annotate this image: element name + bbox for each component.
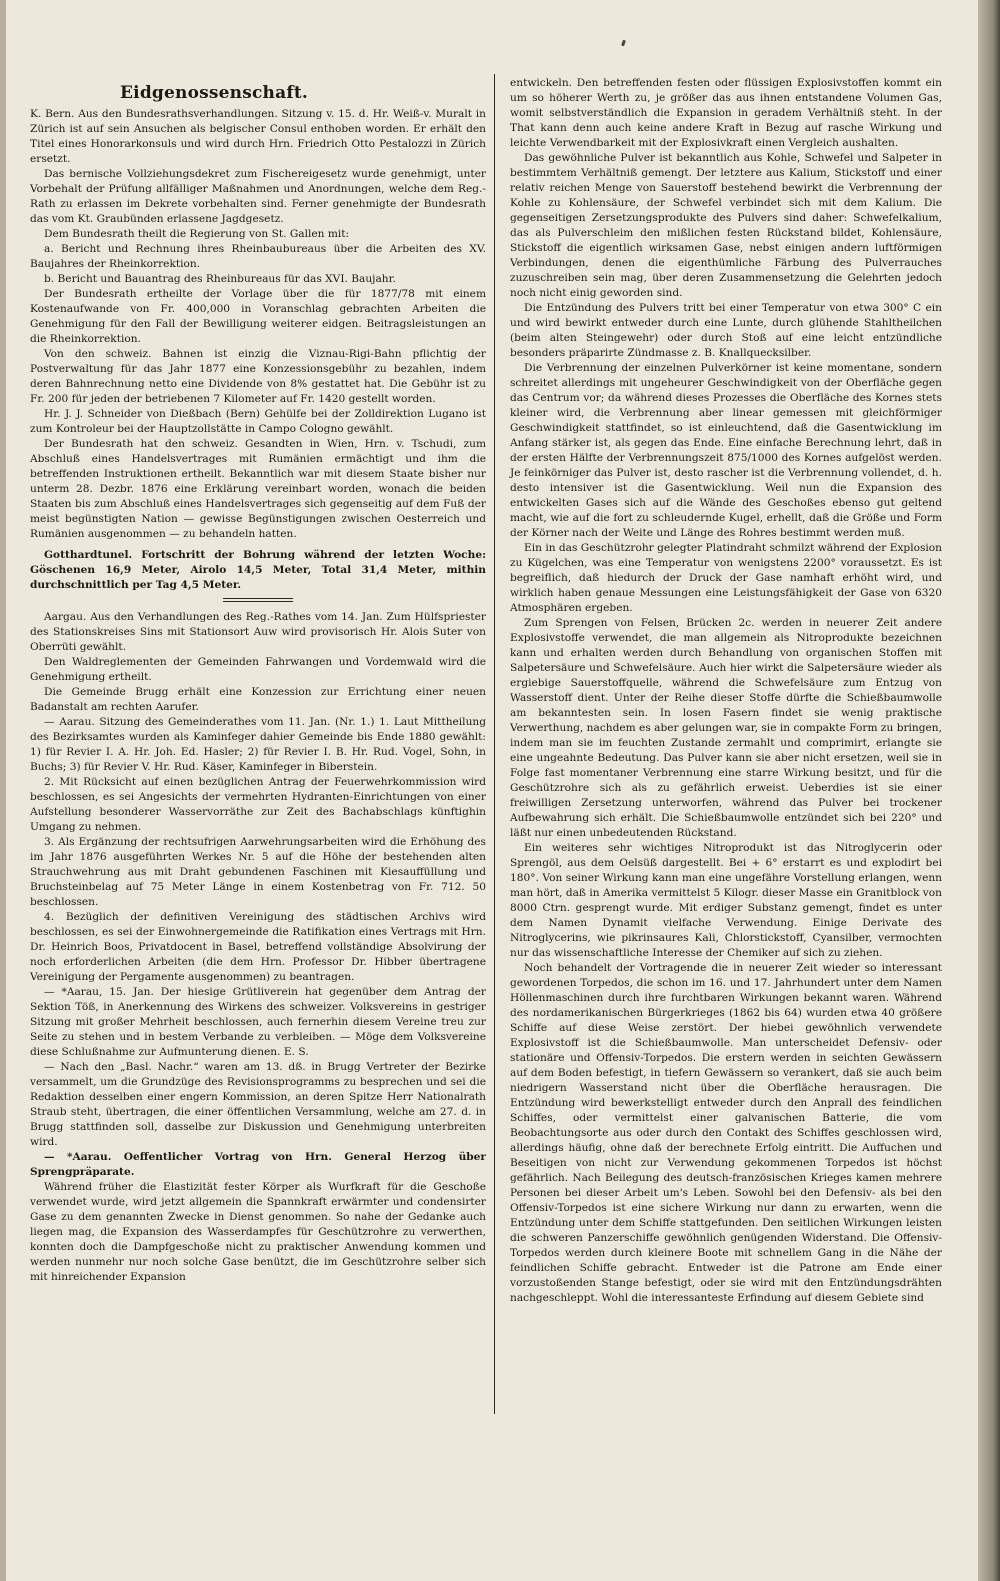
article-paragraph: Ein in das Geschützrohr gelegter Platindraht schmilzt während der Explosion zu Kügelchen, was eine Temperatur von wenigstens 2200° voraussetzt. Es ist begreiflich, daß hiedurch der Druck der Gase namhaft erhöht wird, und wirklich haben genaue Messungen eine Leistungsfähigkeit der Gase von 6320 Atmosphären ergeben. bbox=[510, 542, 942, 614]
gotthard-notice: Gotthardtunel. Fortschritt der Bohrung während der letzten Woche: Göschenen 16,9 Meter, Airolo 14,5 Meter, Total 31,4 Meter, mithin durchschnittlich per Tag 4,5 Meter. bbox=[30, 549, 486, 591]
article-paragraph: Der Bundesrath ertheilte der Vorlage über die für 1877/78 mit einem Kostenaufwande von Fr. 400,000 in Voranschlag gebrachten Arbeiten die Genehmigung für den Fall der Bewilligung weiterer eidgen. Beitragsleistungen an die Rheinkorrektion. bbox=[30, 288, 486, 345]
article-paragraph: 4. Bezüglich der definitiven Vereinigung des städtischen Archivs wird beschlossen, es sei der Einwohnergemeinde die Ratifikation eines Vertrags mit Hrn. Dr. Heinrich Boos, Privatdocent in Basel, betreffend vollständige Absolvirung der noch erforderlichen Arbeiten (die dem Hrn. Professor Dr. Hibber übertragene Vereinigung der Pergamente ausgenommen) zu beantragen. bbox=[30, 911, 486, 983]
article-paragraph: Während früher die Elastizität fester Körper als Wurfkraft für die Geschoße verwendet wurde, wird jetzt allgemein die Spannkraft erwärmter und condensirter Gase zu dem genannten Zwecke in Dienst genommen. So nahe der Gedanke auch liegen mag, die Expansion des Wasserdampfes für Geschützrohre zu verwerthen, konnten doch die Dampfgeschoße nicht zu praktischer Anwendung kommen und werden nunmehr nur noch solche Gase benützt, die im Geschützrohre selber sich mit hinreichender Expansion bbox=[30, 1181, 486, 1283]
article-paragraph: Der Bundesrath hat den schweiz. Gesandten in Wien, Hrn. v. Tschudi, zum Abschluß eines Handelsvertrages mit Rumänien ermächtigt und ihm die betreffenden Instruktionen ertheilt. Bekanntlich war mit diesem Staate bisher nur unterm 28. Dezbr. 1876 eine Erklärung vereinbart worden, wonach die beiden Staaten bis zum Abschluß eines Handelsvertrages sich gegenseitig auf dem Fuß der meist begünstigten Nation — gewisse Begünstigungen zwischen Oesterreich und Rumänien ausgenommen — zu behandeln hatten. bbox=[30, 438, 486, 540]
article-paragraph: Das bernische Vollziehungsdekret zum Fischereigesetz wurde genehmigt, unter Vorbehalt der Prüfung allfälliger Maßnahmen und Anordnungen, welche dem Reg.-Rath zu erlassen im Dekrete vorbehalten sind. Ferner genehmigte der Bundesrath das vom Kt. Graubünden erlassene Jagdgesetz. bbox=[30, 168, 486, 225]
article-paragraph: Die Entzündung des Pulvers tritt bei einer Temperatur von etwa 300° C ein und wird bewirkt entweder durch eine Lunte, durch glühende Stahltheilchen (beim alten Steingewehr) oder durch Stoß auf eine leicht entzündliche besonders präparirte Zündmasse z. B. Knallquecksilber. bbox=[510, 302, 942, 359]
page-edge-left bbox=[0, 0, 6, 1581]
section-divider bbox=[223, 598, 293, 602]
right-column bbox=[510, 76, 942, 1306]
article-paragraph: Von den schweiz. Bahnen ist einzig die Viznau-Rigi-Bahn pflichtig der Postverwaltung für das Jahr 1877 eine Konzessionsgebühr zu bezahlen, indem deren Bahnrechnung netto eine Dividende von 8% gestattet hat. Die Gebühr ist zu Fr. 200 für jeden der betriebenen 7 Kilometer auf Fr. 1420 gestellt worden. bbox=[30, 348, 486, 405]
article-paragraph: 3. Als Ergänzung der rechtsufrigen Aarwehrungsarbeiten wird die Erhöhung des im Jahr 1876 ausgeführten Werkes Nr. 5 auf die Höhe der bestehenden alten Strauchwehrung aus mit Draht gebundenen Faschinen mit Kiesauffüllung und Bruchsteinbelag auf 75 Meter Länge in einem Kostenbetrag von Fr. 712. 50 beschlossen. bbox=[30, 836, 486, 908]
article-paragraph: Die Gemeinde Brugg erhält eine Konzession zur Errichtung einer neuen Badanstalt am rechten Aarufer. bbox=[30, 686, 486, 713]
article-paragraph: Ein weiteres sehr wichtiges Nitroprodukt ist das Nitroglycerin oder Sprengöl, aus dem Oelsüß dargestellt. Bei + 6° erstarrt es und explodirt bei 180°. Von seiner Wirkung kann man eine ungefähre Vorstellung erlangen, wenn man hört, daß in Amerika vermittelst 5 Kilogr. dieser Masse ein Granitblock von 8000 Ctrn. gesprengt wurde. Mit erdiger Substanz gemengt, findet es unter dem Namen Dynamit vielfache Verwendung. Einige Derivate des Nitroglycerins, wie pikrinsaures Kali, Chlorstickstoff, Cyansilber, vermochten nur das wissenschaftliche Interesse der Chemiker auf sich zu ziehen. bbox=[510, 842, 942, 959]
column-divider bbox=[494, 74, 495, 1414]
section-heading: Eidgenossenschaft. bbox=[120, 83, 309, 103]
article-paragraph: b. Bericht und Bauantrag des Rheinbureaus für das XVI. Baujahr. bbox=[44, 273, 396, 285]
page-edge-right bbox=[978, 0, 1000, 1581]
article-paragraph: a. Bericht und Rechnung ihres Rheinbaubureaus über die Arbeiten des XV. Baujahres der Rheinkorrektion. bbox=[30, 243, 486, 270]
ink-speck bbox=[621, 40, 626, 47]
article-paragraph: Noch behandelt der Vortragende die in neuerer Zeit wieder so interessant gewordenen Torpedos, die schon im 16. und 17. Jahrhundert unter dem Namen Höllenmaschinen durch ihre furchtbaren Wirkungen bekannt waren. Während des nordamerikanischen Bürgerkrieges (1862 bis 64) wurden etwa 40 größere Schiffe auf diese Weise zerstört. Der hiebei gewöhnlich verwendete Explosivstoff ist die Schießbaumwolle. Man unterscheidet Defensiv- oder stationäre und Offensiv-Torpedos. Die erstern werden in seichten Gewässern auf dem Boden befestigt, in tiefern Gewässern so verankert, daß sie auch beim niedrigern Wasserstand nicht über die Oberfläche herausragen. Die Entzündung wird bewerkstelligt entweder durch den Anprall des feindlichen Schiffes, oder vermittelst einer galvanischen Batterie, die vom Beobachtungsorte aus oder durch den Contakt des Schiffes geschlossen wird, allerdings häufig, ohne daß der berechnete Erfolg eintritt. Die Auffuchen und Beseitigen von nicht zur Verwendung gekommenen Torpedos ist höchst gefährlich. Nach Beilegung des deutsch-französischen Krieges kamen mehrere Personen bei dieser Arbeit um's Leben. Sowohl bei den Defensiv- als bei den Offensiv-Torpedos ist eine sichere Wirkung nur dann zu erwarten, wenn die Entzündung unter dem Schiffe stattgefunden. Den seitlichen Wirkungen leisten die schweren Panzerschiffe gewöhnlich genügenden Widerstand. Die Offensiv-Torpedos werden durch kleinere Boote mit schnellem Gang in die Nähe der feindlichen Schiffe gebracht. Entweder ist die Patrone am Ende einer vorzustoßenden Stange befestigt, oder sie wird mit den Entzündungsdrähten nachgeschleppt. Wohl die interessanteste Erfindung auf diesem Gebiete sind bbox=[510, 962, 942, 1304]
left-column bbox=[30, 78, 486, 1285]
article-paragraph: — *Aarau, 15. Jan. Der hiesige Grütliverein hat gegenüber dem Antrag der Sektion Töß, in Anerkennung des Wirkens des schweizer. Volksvereins in gestriger Sitzung mit großer Mehrheit beschlossen, auch fernerhin diesem Vereine treu zur Seite zu stehen und in bestem Verbande zu verbleiben. — Möge dem Volksvereine diese Schlußnahme zur Aufmunterung dienen. E. S. bbox=[30, 986, 486, 1058]
article-paragraph: 2. Mit Rücksicht auf einen bezüglichen Antrag der Feuerwehrkommission wird beschlossen, es sei Angesichts der vermehrten Hydranten-Einrichtungen von einer Aufstellung besonderer Wasservorräthe zur Zeit des Bachabschlags künftighin Umgang zu nehmen. bbox=[30, 776, 486, 833]
article-paragraph: Den Waldreglementen der Gemeinden Fahrwangen und Vordemwald wird die Genehmigung ertheilt. bbox=[30, 656, 486, 683]
article-paragraph: entwickeln. Den betreffenden festen oder flüssigen Explosivstoffen kommt ein um so höherer Werth zu, je größer das aus ihnen entstandene Volumen Gas, womit selbstverständlich die Expansion in geradem Verhältniß steht. In der That kann denn auch keine andere Kraft in Bezug auf rasche Wirkung und leichte Verwendbarkeit mit der Explosivkraft einen Vergleich aushalten. bbox=[510, 77, 942, 149]
article-paragraph: Dem Bundesrath theilt die Regierung von St. Gallen mit: bbox=[44, 228, 350, 240]
article-paragraph: K. Bern. Aus den Bundesrathsverhandlungen. Sitzung v. 15. d. Hr. Weiß-v. Muralt in Zürich ist auf sein Ansuchen als belgischer Consul enthoben worden. Er erhält den Titel eines Honorarkonsuls und wird durch Hrn. Friedrich Otto Pestalozzi in Zürich ersetzt. bbox=[30, 108, 486, 165]
article-paragraph: Aargau. Aus den Verhandlungen des Reg.-Rathes vom 14. Jan. Zum Hülfspriester des Stationskreises Sins mit Stationsort Auw wird provisorisch Hr. Alois Suter von Oberrüti gewählt. bbox=[30, 611, 486, 653]
article-paragraph: — Aarau. Sitzung des Gemeinderathes vom 11. Jan. (Nr. 1.) 1. Laut Mittheilung des Bezirksamtes wurden als Kaminfeger dahier Gemeinde bis Ende 1880 gewählt: 1) für Revier I. A. Hr. Joh. Ed. Hasler; 2) für Revier I. B. Hr. Rud. Vogel, Sohn, in Buchs; 3) für Revier V. Hr. Rud. Käser, Kaminfeger in Biberstein. bbox=[30, 716, 486, 773]
article-paragraph: Hr. J. J. Schneider von Dießbach (Bern) Gehülfe bei der Zolldirektion Lugano ist zum Kontroleur bei der Hauptzollstätte in Campo Cologno gewählt. bbox=[30, 408, 486, 435]
article-paragraph: Das gewöhnliche Pulver ist bekanntlich aus Kohle, Schwefel und Salpeter in bestimmtem Verhältniß gemengt. Der letztere aus Kalium, Stickstoff und einer relativ reichen Menge von Sauerstoff bestehend bewirkt die Verbrennung der Kohle zu Kohlensäure, der Schwefel verbindet sich mit dem Kalium. Die gegenseitigen Zersetzungsprodukte des Pulvers sind daher: Schwefelkalium, das als Pulverschleim den mißlichen festen Rückstand bildet, Kohlensäure, Stickstoff die eigentlich wirksamen Gase, nebst einigen andern luftförmigen Verbindungen, denen die eigenthümliche Färbung des Pulverrauches zuzuschreiben sein mag, über deren Zusammensetzung die Gelehrten jedoch noch nicht einig geworden sind. bbox=[510, 152, 942, 299]
article-paragraph: Zum Sprengen von Felsen, Brücken 2c. werden in neuerer Zeit andere Explosivstoffe verwendet, die man allgemein als Nitroprodukte bezeichnen kann und erhalten werden durch Behandlung von organischen Stoffen mit Salpetersäure und Schwefelsäure. Auch hier wirkt die Salpetersäure wieder als ergiebige Sauerstoffquelle, während die Schwefelsäure zum Entzug von Wasserstoff dient. Unter der Reihe dieser Stoffe dürfte die Schießbaumwolle am bekanntesten sein. In losen Fasern findet sie wenig praktische Verwerthung, nachdem es aber gelungen war, sie in compakte Form zu bringen, indem man sie im feuchten Zustande zermahlt und comprimirt, erlangte sie eine ungeahnte Bedeutung. Das Pulver kann sie aber nicht ersetzen, weil sie in Folge fast momentaner Verbrennung eine starre Wirkung besitzt, und für die Geschützrohre sich als zu gefährlich erweist. Ueberdies ist sie einer freiwilligen Zersetzung unterworfen, während das Pulver bei trockener Aufbewahrung sich erhält. Die Schießbaumwolle entzündet sich bei 220° und läßt nur einen unbedeutenden Rückstand. bbox=[510, 617, 942, 839]
article-paragraph: — Nach den „Basl. Nachr.“ waren am 13. dß. in Brugg Vertreter der Bezirke versammelt, um die Grundzüge des Revisionsprogramms zu besprechen und sei die Redaktion desselben einer engern Kommission, an deren Spitze Herr Nationalrath Straub steht, übertragen, die einer öffentlichen Versammlung, welche am 27. d. in Brugg stattfinden soll, dasselbe zur Diskussion und Genehmigung unterbreiten wird. bbox=[30, 1061, 486, 1148]
article-paragraph: Die Verbrennung der einzelnen Pulverkörner ist keine momentane, sondern schreitet allerdings mit ungeheurer Geschwindigkeit von der Oberfläche gegen das Centrum vor; da während dieses Prozesses die Oberfläche des Kornes stets kleiner wird, die Verbrennung aber linear gemessen mit gleichförmiger Geschwindigkeit stattfindet, so ist einleuchtend, daß die Gasentwicklung im Anfang stärker ist, als gegen das Ende. Eine einfache Berechnung lehrt, daß in der ersten Hälfte der Verbrennungszeit 875/1000 des Kornes aufgelöst werden. Je feinkörniger das Pulver ist, desto rascher ist die Verbrennung vollendet, d. h. desto intensiver ist die Gasentwicklung. Weil nun die Expansion des entwickelten Gases sich auf die Wände des Geschoßes ebenso gut geltend macht, wie auf die fort zu schleudernde Kugel, erhellt, daß die Größe und Form der Körner nach der Weite und Länge des Rohres bestimmt werden muß. bbox=[510, 362, 942, 539]
lecture-title: — *Aarau. Oeffentlicher Vortrag von Hrn. General Herzog über Sprengpräparate. bbox=[30, 1151, 486, 1178]
